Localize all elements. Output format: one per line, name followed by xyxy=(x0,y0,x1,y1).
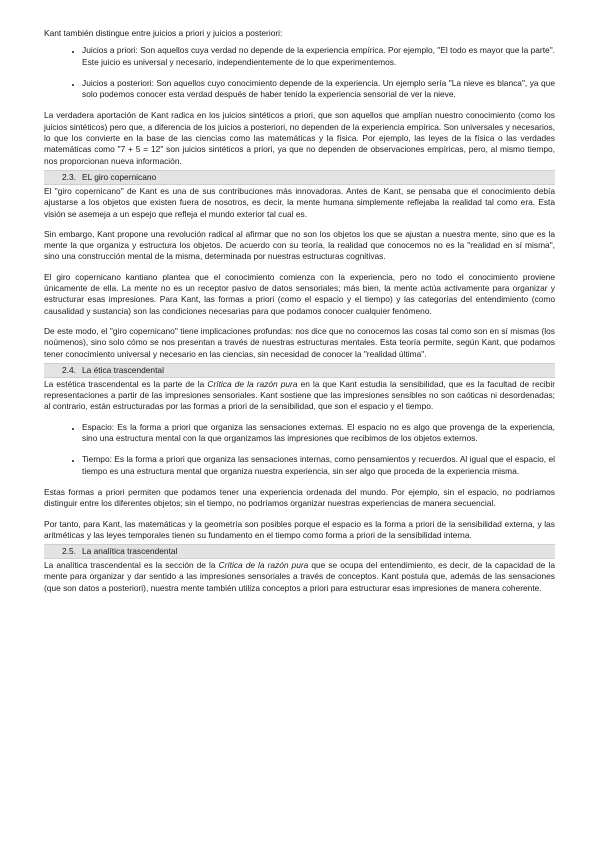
body-paragraph xyxy=(44,560,555,594)
list-item: • Juicios a priori: Son aquellos cuya verdad no depende de la experiencia empírica. Por ejemplo, "El todo es mayor que la parte". Este juicio es universal y necesario, independientemente de lo que experimentemos. xyxy=(82,45,555,68)
section-title: La analítica trascendental xyxy=(81,546,178,557)
section-title: EL giro copernicano xyxy=(81,171,157,182)
text-run: en la que Kant estudia la sensibilidad, que es la facultad de recibir representaciones a partir de las impresiones sensoriales. Kant sostiene que las impresiones sensibles no son caóticas ni desordenadas; al contrario, están estructuradas por las formas a priori de la sensibilidad, que son el espacio y el tiempo. xyxy=(44,378,555,412)
section-number: 2.5. xyxy=(62,546,76,557)
book-title: Crítica de la razón pura xyxy=(218,560,309,571)
intro-paragraph: Kant también distingue entre juicios a priori y juicios a posteriori: xyxy=(44,28,283,38)
list-item: • Tiempo: Es la forma a priori que organiza las sensaciones internas, como pensamientos y recuerdos. Al igual que el espacio, el tiempo es una estructura mental que organiza nuestra experiencia, sin ser algo que proceda de la experiencia misma. xyxy=(82,454,555,477)
forms-list xyxy=(44,422,555,477)
section-header-2-4 xyxy=(44,363,555,378)
body-paragraph: Por tanto, para Kant, las matemáticas y la geometría son posibles porque el espacio es la forma a priori de la sensibilidad externa, y las aritméticas y las leyes temporales tienen su fundamento en el tiempo como forma a priori de la sensibilidad interna. xyxy=(44,518,555,540)
body-paragraph: El giro copernicano kantiano plantea que el conocimiento comienza con la experiencia, pero no todo el conocimiento proviene únicamente de ella. La mente no es un receptor pasivo de datos sensoriales; más bien, la mente actúa activamente para organizar y estructurar esas impresiones. Para Kant, las formas a priori (como el espacio y el tiempo) y las categorías del entendimiento (como causalidad y sustancia) son las condiciones necesarias para que podamos conocer cualquier fenómeno. xyxy=(44,271,555,316)
judgments-list xyxy=(44,45,555,100)
body-paragraph: El "giro copernicano" de Kant es una de sus contribuciones más innovadoras. Antes de Kant, se pensaba que el conocimiento debía ajustarse a los objetos que existen fuera de nosotros, es decir, la mente humana simplemente reflejaba la realidad tal como era. Esta visión se asemeja a un espejo que refleja el mundo exterior tal cual es. xyxy=(44,185,555,219)
body-paragraph: Sin embargo, Kant propone una revolución radical al afirmar que no son los objetos los que se ajustan a nuestra mente, sino que es la mente la que organiza y estructura los objetos. De acuerdo con su teoría, la realidad que conocemos no es la "realidad en sí misma", sino una construcción mental de la misma, determinada por nuestras estructuras cognitivas. xyxy=(44,228,555,262)
synthetic-a-priori-paragraph: La verdadera aportación de Kant radica en los juicios sintéticos a priori, que son aquellos que amplían nuestro conocimiento (como los juicios sintéticos) pero que, a diferencia de los juicios a posteriori, no dependen de la experiencia empírica. Son universales y necesarios, lo que los convierte en la base de las ciencias como las matemáticas y la física. Por ejemplo, las leyes de la física o las verdades matemáticas como "7 + 5 = 12" son juicios sintéticos a priori, ya que no dependen de observaciones empíricas, pero, al mismo tiempo, nos proporcionan nueva información. xyxy=(44,110,555,166)
section-header-2-3 xyxy=(44,170,555,185)
body-paragraph: De este modo, el "giro copernicano" tiene implicaciones profundas: nos dice que no conocemos las cosas tal como son en sí mismas (los noúmenos), sino solo cómo se nos presentan a través de nuestras estructuras mentales. Esta teoría permite, según Kant, que podamos tener conocimiento universal y necesario en las ciencias, sin necesidad de conocer la "realidad última". xyxy=(44,325,555,359)
section-number: 2.4. xyxy=(62,364,76,375)
book-title: Crítica de la razón pura xyxy=(207,378,298,389)
body-paragraph xyxy=(44,379,555,413)
text-run: que se ocupa del entendimiento, es decir, de la capacidad de la mente para organizar y dar sentido a las impresiones sensoriales a través de conceptos. Kant postula que, además de las sensaciones (que son datos a posteriori), nuestra mente también utiliza conceptos a priori para estructurar esas impresiones de manera coherente. xyxy=(44,560,555,593)
section-header-2-5 xyxy=(44,544,555,559)
list-item: • Juicios a posteriori: Son aquellos cuyo conocimiento depende de la experiencia. Un ejemplo sería "La nieve es blanca", ya que solo podemos conocer esta verdad después de haber tenido la experiencia sensorial de ver la nieve. xyxy=(82,78,555,101)
list-item: • Espacio: Es la forma a priori que organiza las sensaciones externas. El espacio no es algo que provenga de la experiencia, sino una estructura mental con la que organizamos las impresiones que recibimos de los objetos externos. xyxy=(82,422,555,445)
section-number: 2.3. xyxy=(62,171,76,182)
body-paragraph: Estas formas a priori permiten que podamos tener una experiencia ordenada del mundo. Por ejemplo, sin el espacio, no podríamos distinguir entre los diferentes objetos; sin el tiempo, no podríamos organizar nuestras experiencias de manera secuencial. xyxy=(44,486,555,509)
text-run: La analítica trascendental es la sección de la xyxy=(44,560,219,571)
section-title: La ética trascendental xyxy=(81,364,164,375)
text-run: La estética trascendental es la parte de la xyxy=(44,378,208,389)
